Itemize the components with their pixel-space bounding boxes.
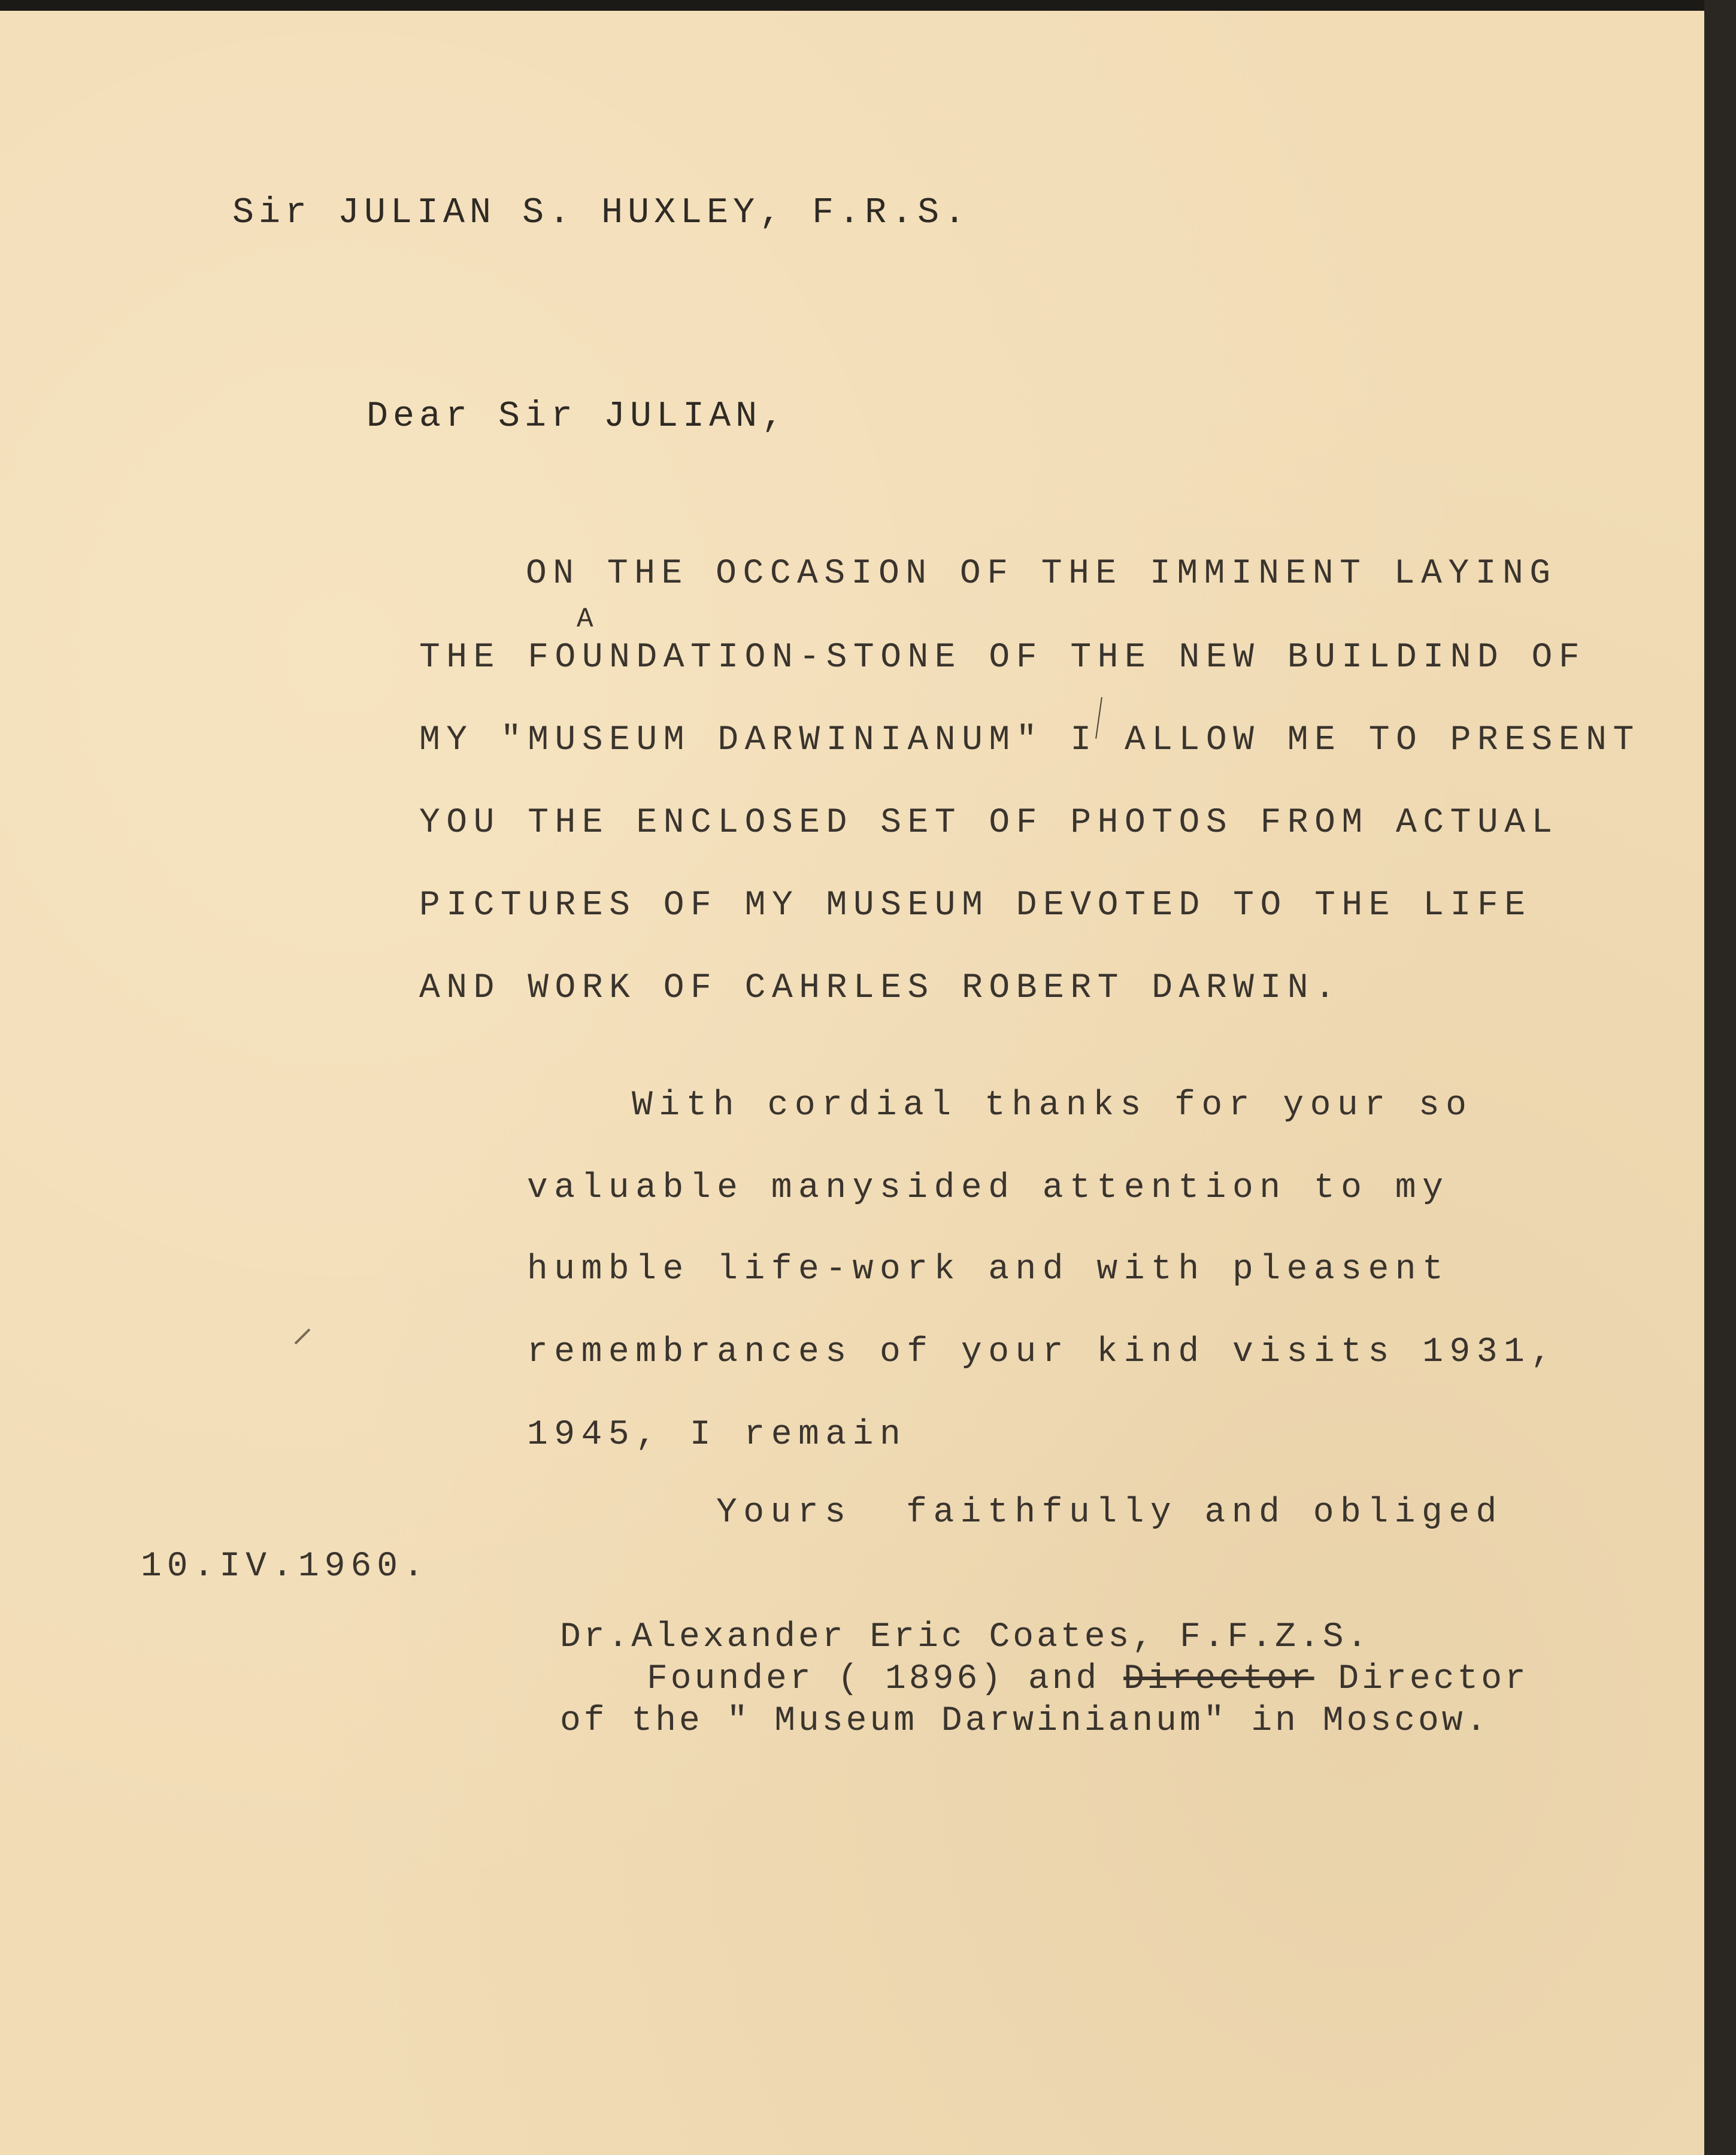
paragraph2-line-5: 1945, I remain [527,1416,907,1454]
signature-name: Dr.Alexander Eric Coates, F.F.Z.S. [560,1618,1371,1657]
paragraph1-line-4: YOU THE ENCLOSED SET OF PHOTOS FROM ACTUAL [419,804,1559,842]
signature-struck-word: Director [1123,1660,1314,1699]
scan-edge [1704,0,1736,2155]
paragraph2-line-4: remembrances of your kind visits 1931, [527,1333,1558,1372]
paragraph1-line-3: MY "MUSEUM DARWINIANUM" I ALLOW ME TO PRESENT [419,721,1640,760]
paragraph1-line-5: PICTURES OF MY MUSEUM DEVOTED TO THE LIFE [419,886,1532,925]
signature-title-prefix: Founder ( 1896) and [647,1660,1124,1699]
paragraph1-line-1: ON THE OCCASION OF THE IMMINENT LAYING [526,554,1557,593]
paragraph2-line-2: valuable manysided attention to my [527,1169,1450,1208]
recipient-line: Sir JULIAN S. HUXLEY, F.R.S. [232,193,971,234]
letter-date: 10.IV.1960. [141,1547,429,1586]
paragraph2-line-1: With cordial thanks for your so [632,1086,1473,1125]
handwritten-insert-a: A [577,604,593,635]
paragraph2-line-3: humble life-work and with pleasent [527,1250,1450,1289]
salutation: Dear Sir JULIAN, [366,396,789,437]
signature-title [647,1662,1529,1697]
paragraph1-line-2: THE FOUNDATION-STONE OF THE NEW BUILDIND OF [419,638,1586,677]
signature-institution: of the " Museum Darwinianum" in Moscow. [560,1702,1490,1741]
letter-page [0,11,1704,2155]
paragraph1-line-6: AND WORK OF CAHRLES ROBERT DARWIN. [419,969,1342,1008]
closing-line: Yours faithfully and obliged [716,1493,1503,1532]
signature-title-suffix: Director [1314,1660,1529,1699]
pencil-mark [295,1329,311,1345]
